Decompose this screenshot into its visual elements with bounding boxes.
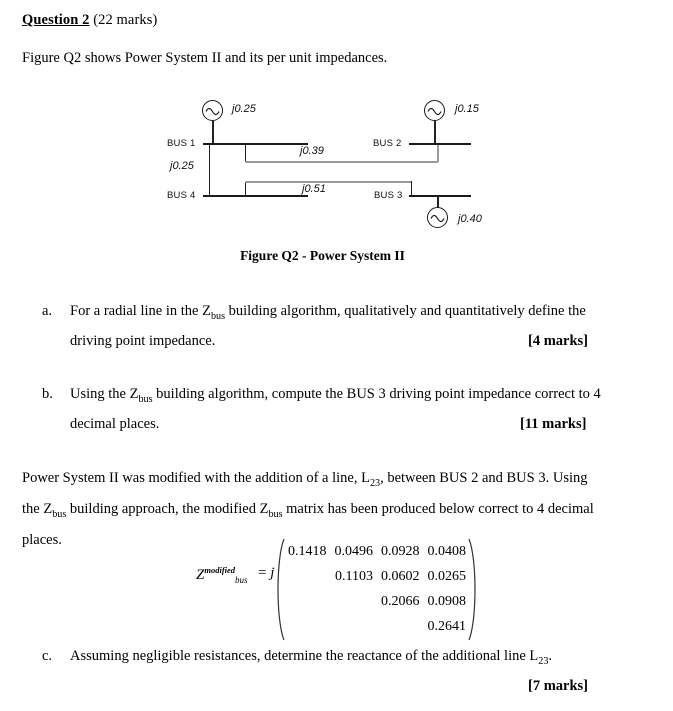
generator-stem-bus1 — [212, 121, 214, 144]
question-marker-b: b. — [42, 386, 53, 402]
question-item-b — [42, 379, 642, 439]
paragraph-line2: the $Z_{bus}$ building approach, the modified $Z_{bus}$ matrix has been produced below correct to 4 decimal — [22, 501, 594, 520]
matrix-cell-empty — [284, 614, 331, 639]
matrix-cell-empty — [284, 589, 331, 614]
busbar-bus2 — [409, 143, 471, 145]
bus-label-bus2: BUS 2 — [373, 138, 402, 149]
question-b-marks: [11 marks] — [520, 416, 587, 432]
question-b-line1: Using the $Z_{bus}$ building algorithm, compute the BUS 3 driving point impedance correct to 4 — [70, 386, 601, 405]
matrix-cell-empty — [377, 614, 424, 639]
matrix-cell: 0.1103 — [335, 568, 373, 584]
line-span-bus4-bus3 — [245, 181, 412, 183]
generator-impedance-label-bus2: j0.15 — [455, 103, 479, 115]
question-number: Question 2 — [22, 12, 90, 28]
intro-text: Figure Q2 shows Power System II and its per unit impedances. — [22, 50, 388, 66]
question-item-c — [42, 641, 642, 694]
generator-impedance-label-bus3: j0.40 — [458, 213, 482, 225]
matrix-cell: 0.2641 — [427, 618, 466, 634]
matrix-cell-empty — [331, 589, 378, 614]
zbus-symbol: $Z^{modified}_{bus}$ — [196, 565, 248, 585]
matrix-cell: 0.0408 — [427, 543, 466, 559]
table-row — [284, 614, 470, 639]
generator-stem-bus2 — [434, 121, 436, 144]
table-row — [284, 539, 470, 564]
zbus-matrix-table — [284, 539, 470, 639]
zbus-superscript: modified — [204, 565, 236, 575]
line-impedance-label-bus4-bus3: j0.51 — [302, 183, 326, 195]
bus-label-bus4: BUS 4 — [167, 190, 196, 201]
generator-icon-bus1 — [202, 100, 223, 121]
question-marker-c: c. — [42, 648, 53, 664]
question-body-c — [70, 641, 642, 671]
question-a-marks: [4 marks] — [528, 333, 589, 349]
page-title — [22, 12, 157, 29]
matrix-cell: 0.0908 — [427, 593, 466, 609]
line-impedance-label-bus1-bus4: j0.25 — [170, 160, 194, 172]
question-a-line2: driving point impedance. — [70, 333, 216, 349]
question-item-a — [42, 296, 642, 356]
equals-and-scalar: = j — [258, 565, 275, 581]
line-drop-bus4-bus3 — [411, 181, 412, 195]
matrix-cell: 0.1418 — [288, 543, 327, 559]
matrix-cell-empty — [284, 564, 331, 589]
bus-label-bus3: BUS 3 — [374, 190, 403, 201]
generator-icon-bus3 — [427, 207, 448, 228]
question-marker-a: a. — [42, 303, 53, 319]
figure-caption-text: Figure Q2 - Power System II — [240, 248, 405, 263]
matrix-cell: 0.0496 — [334, 543, 373, 559]
question-a-line1: For a radial line in the $Z_{bus}$ building algorithm, qualitatively and quantitatively define the — [70, 303, 586, 322]
matrix-cell: 0.0602 — [381, 568, 420, 584]
figure-caption — [0, 248, 673, 264]
busbar-bus3 — [409, 195, 471, 197]
table-row — [284, 589, 470, 614]
generator-impedance-label-bus1: j0.25 — [232, 103, 256, 115]
line-drop-bus1-bus2 — [245, 144, 246, 162]
matrix-cell: 0.0265 — [427, 568, 466, 584]
busbar-bus4 — [203, 195, 308, 197]
line-span-bus1-bus2 — [245, 161, 438, 163]
zbus-subscript: bus — [235, 575, 248, 585]
question-total-marks: (22 marks) — [93, 12, 158, 28]
busbar-bus1 — [203, 143, 308, 145]
matrix-cell: 0.0928 — [381, 543, 420, 559]
line-impedance-label-bus1-bus2: j0.39 — [300, 145, 324, 157]
paragraph-line3: places. — [22, 532, 62, 548]
matrix-cell: 0.2066 — [381, 593, 420, 609]
generator-icon-bus2 — [424, 100, 445, 121]
line-rise-bus1-bus2 — [437, 144, 439, 162]
line-rise-bus4-bus3 — [245, 182, 246, 196]
question-c-marks: [7 marks] — [528, 678, 589, 694]
matrix-cell-empty — [331, 614, 378, 639]
line-segment-bus1-bus4 — [209, 144, 210, 195]
paragraph-line1: Power System II was modified with the addition of a line, $L_{23}$, between BUS 2 and BUS 3. Using — [22, 470, 588, 489]
bus-label-bus1: BUS 1 — [167, 138, 196, 149]
question-c-line1: Assuming negligible resistances, determine the reactance of the additional line $L_{23}$. — [70, 648, 553, 667]
question-b-line2: decimal places. — [70, 416, 160, 432]
table-row — [284, 564, 470, 589]
power-system-diagram — [0, 95, 673, 245]
